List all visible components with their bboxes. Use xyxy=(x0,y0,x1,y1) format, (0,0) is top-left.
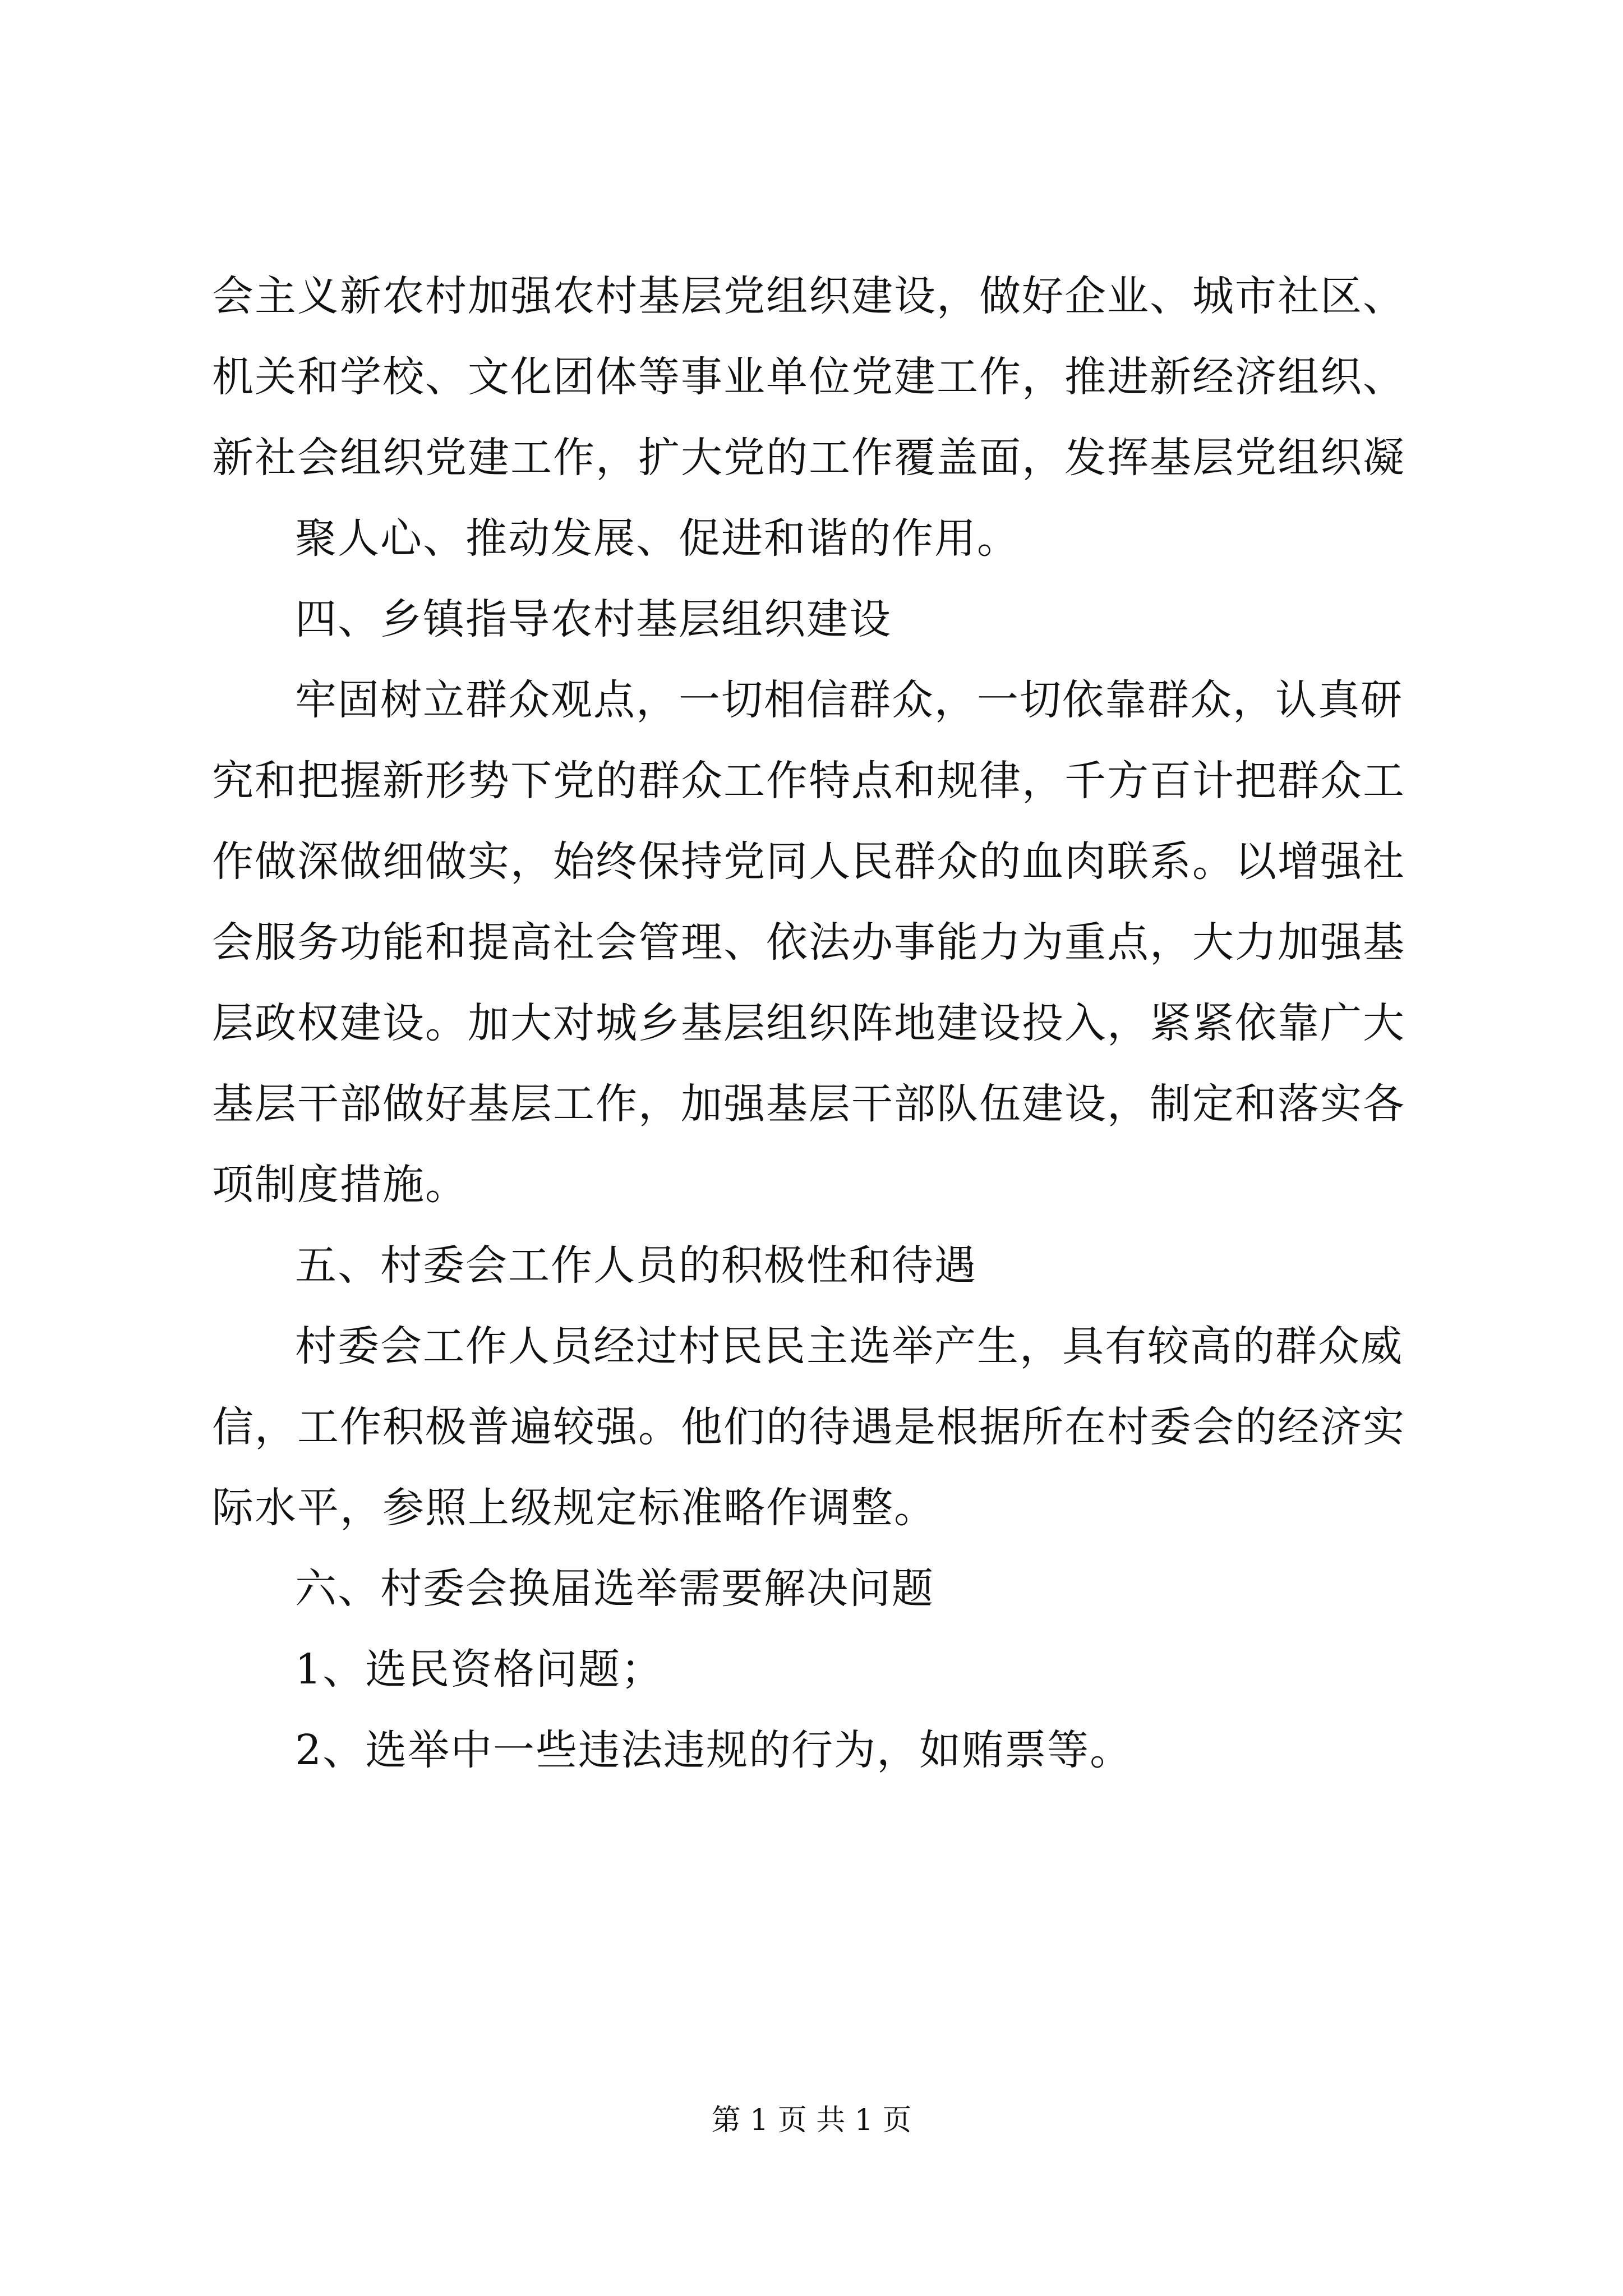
text-line: 机关和学校、文化团体等事业单位党建工作，推进新经济组织、 xyxy=(212,353,1405,401)
text-line: 聚人心、推动发展、促进和谐的作用。 xyxy=(295,514,1020,563)
list-item: 1、选民资格问题； xyxy=(295,1645,664,1694)
text-line: 村委会工作人员经过村民民主选举产生，具有较高的群众威 xyxy=(295,1322,1403,1370)
text-line: 信，工作积极普遍较强。他们的待遇是根据所在村委会的经济实 xyxy=(212,1403,1405,1451)
text-line: 新社会组织党建工作，扩大党的工作覆盖面，发挥基层党组织凝 xyxy=(212,434,1405,482)
text-line: 究和把握新形势下党的群众工作特点和规律，千方百计把群众工 xyxy=(212,757,1405,805)
list-item: 2、选举中一些违法违规的行为，如贿票等。 xyxy=(295,1726,1133,1774)
section-heading: 五、村委会工作人员的积极性和待遇 xyxy=(295,1241,977,1290)
text-line: 际水平，参照上级规定标准略作调整。 xyxy=(212,1484,937,1532)
section-heading: 六、村委会换届选举需要解决问题 xyxy=(295,1565,934,1613)
section-heading: 四、乡镇指导农村基层组织建设 xyxy=(295,595,892,643)
text-line: 作做深做细做实，始终保持党同人民群众的血肉联系。以增强社 xyxy=(212,838,1405,886)
document-body xyxy=(212,256,1429,1791)
text-line: 会服务功能和提高社会管理、依法办事能力为重点，大力加强基 xyxy=(212,918,1405,967)
text-line: 层政权建设。加大对城乡基层组织阵地建设投入，紧紧依靠广大 xyxy=(212,999,1405,1047)
text-line: 会主义新农村加强农村基层党组织建设，做好企业、城市社区、 xyxy=(212,272,1405,320)
text-line: 项制度措施。 xyxy=(212,1161,468,1209)
text-line: 牢固树立群众观点，一切相信群众，一切依靠群众，认真研 xyxy=(295,676,1403,724)
text-line: 基层干部做好基层工作，加强基层干部队伍建设，制定和落实各 xyxy=(212,1080,1405,1128)
page-number-footer: 第 1 页 共 1 页 xyxy=(711,2104,912,2137)
